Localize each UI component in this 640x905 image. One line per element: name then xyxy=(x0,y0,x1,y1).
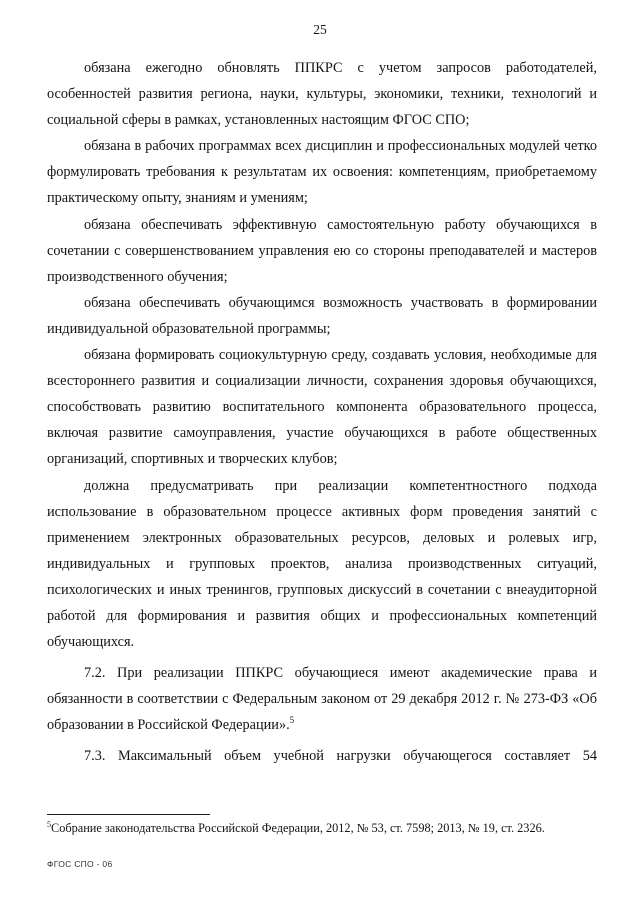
paragraph-sociocultural-environment: обязана формировать социокультурную среду, создавать условия, необходимые для всестороннего развития и социализации личности, сохранения здоровья обучающихся, способствовать развитию воспитательного компонента образовательного процесса, включая развитие самоуправления, участие обучающихся в работе общественных организаций, спортивных и творческих клубов; xyxy=(47,347,597,468)
paragraph-active-forms: должна предусматривать при реализации компетентностного подхода использование в образовательном процессе активных форм проведения занятий с применением электронных образовательных ресурсов, деловых и ролевых игр, индивидуальных и групповых проектов, анализа производственных ситуаций, психологических и иных тренингов, групповых дискуссий в сочетании с внеаудиторной работой для формирования и развития общих и профессиональных компетенций обучающихся. xyxy=(47,477,597,651)
footnote xyxy=(47,820,607,836)
footnote-separator xyxy=(47,814,210,815)
paragraph-individual-program: обязана обеспечивать обучающимся возможность участвовать в формировании индивидуальной образовательной программы; xyxy=(47,294,597,337)
section-7-2 xyxy=(47,660,597,738)
paragraph-independent-work: обязана обеспечивать эффективную самостоятельную работу обучающихся в сочетании с совершенствованием управления ею со стороны преподавателей и мастеров производственного обучения; xyxy=(47,216,597,285)
footnote-text: Собрание законодательства Российской Федерации, 2012, № 53, ст. 7598; 2013, № 19, ст. 2326. xyxy=(51,821,545,835)
page-number: 25 xyxy=(313,22,327,37)
body-text xyxy=(47,55,597,770)
paragraph-work-programs: обязана в рабочих программах всех дисциплин и профессиональных модулей четко формулировать требования к результатам их освоения: компетенциям, приобретаемому практическому опыту, знаниям и умениям; xyxy=(47,138,597,207)
footnote-marker: 5 xyxy=(47,819,51,829)
section-7-3: 7.3. Максимальный объем учебной нагрузки обучающегося составляет 54 xyxy=(84,748,597,765)
footnote-reference: 5 xyxy=(289,715,295,726)
paragraph-update-program: обязана ежегодно обновлять ППКРС с учетом запросов работодателей, особенностей развития региона, науки, культуры, экономики, техники, технологий и социальной сферы в рамках, установленных настоящим ФГОС СПО; xyxy=(47,60,597,129)
section-7-2-text: 7.2. При реализации ППКРС обучающиеся имеют академические права и обязанности в соответствии с Федеральным законом от 29 декабря 2012 г. № 273-ФЗ «Об образовании в Российской Федерации». xyxy=(47,665,597,734)
document-stamp: ФГОС СПО - 06 xyxy=(47,859,113,869)
